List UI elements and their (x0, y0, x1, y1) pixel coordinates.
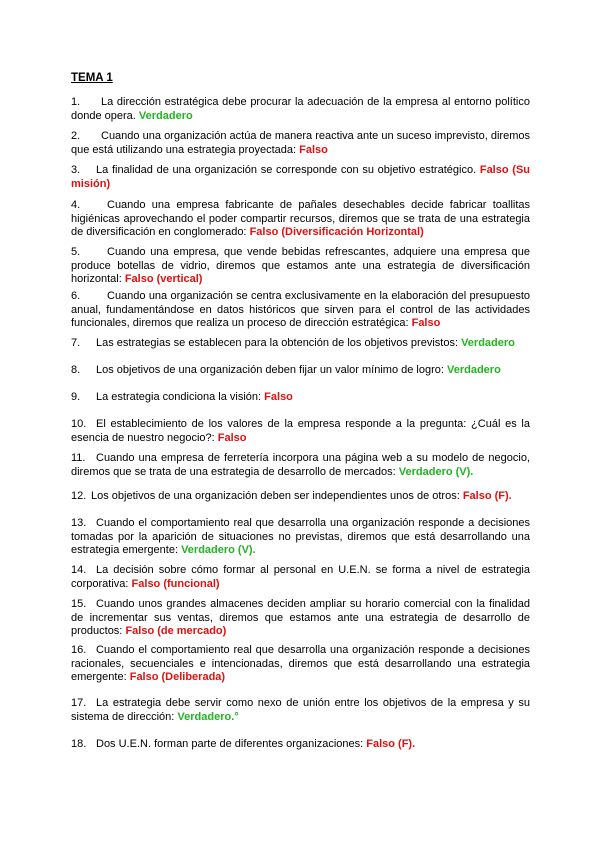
answer: Falso (de mercado) (125, 625, 227, 638)
answer: Verdadero (V). (398, 465, 474, 478)
question-number: 15. (71, 598, 87, 610)
question-number: 1. (71, 96, 81, 108)
answer: Falso (funcional) (131, 577, 220, 590)
answer: Falso (299, 143, 328, 156)
answer: Verdadero (V). (181, 544, 256, 557)
question-16 (71, 644, 530, 685)
answer: Falso (217, 431, 247, 444)
question-number: 2. (71, 130, 81, 142)
question-text: Cuando el comportamiento real que desarrolla una organización responde a decisiones racionales, secuenciales e intencionadas, diremos que está desarrollando una estrategia emergente: (71, 644, 530, 684)
question-number: 6. (71, 290, 81, 302)
answer: Falso (Deliberada) (129, 671, 226, 684)
question-3 (71, 164, 530, 191)
question-number: 7. (71, 337, 81, 349)
question-number: 4. (71, 199, 81, 211)
question-10 (71, 418, 530, 445)
answer: Verdadero (447, 364, 501, 376)
question-number: 3. (71, 164, 81, 176)
question-text: Los objetivos de una organización deben fijar un valor mínimo de logro: (96, 364, 444, 376)
answer: Falso (F). (366, 738, 416, 750)
question-number: 17. (71, 697, 87, 709)
answer: Falso (Diversificación Horizontal) (249, 226, 424, 239)
question-2 (71, 130, 530, 157)
question-text: Cuando el comportamiento real que desarrolla una organización responde a decisiones tomadas por la aparición de situaciones no previstas, diremos que está desarrollando una estrategia emergente: (71, 517, 530, 557)
question-15 (71, 598, 530, 639)
question-text: La decisión sobre cómo formar al personal en U.E.N. se forma a nivel de estrategia corporativa: (71, 564, 530, 590)
answer: Verdadero.° (177, 710, 239, 723)
question-number: 18. (71, 738, 87, 750)
question-number: 5. (71, 246, 81, 258)
answer: Falso (vertical) (124, 273, 203, 286)
question-number: 11. (71, 452, 86, 464)
question-text: Cuando una empresa de ferretería incorpora una página web a su modelo de negocio, diremos que se trata de una estrategia de desarrollo de mercados: (71, 452, 530, 478)
section-title: TEMA 1 (71, 72, 113, 84)
question-7 (71, 337, 530, 351)
question-text: Dos U.E.N. forman parte de diferentes organizaciones: (96, 738, 364, 750)
question-text: La estrategia debe servir como nexo de unión entre los objetivos de la empresa y su sistema de dirección: (71, 697, 530, 723)
answer: Falso (F). (462, 490, 512, 502)
question-text: La estrategia condiciona la visión: (96, 391, 262, 403)
question-text: El establecimiento de los valores de la empresa responde a la pregunta: ¿Cuál es la esencia de nuestro negocio?: (71, 418, 530, 444)
question-text: Las estrategias se establecen para la obtención de los objetivos previstos: (96, 337, 458, 349)
question-6 (71, 290, 530, 331)
question-1 (71, 96, 530, 123)
question-12 (71, 490, 530, 504)
question-4 (71, 199, 530, 240)
question-18 (71, 738, 530, 752)
question-text: La finalidad de una organización se corresponde con su objetivo estratégico. (96, 164, 477, 176)
question-14 (71, 564, 530, 591)
question-text: Cuando una empresa fabricante de pañales desechables decide fabricar toallitas higiénicas aprovechando el poder compartir recursos, diremos que se trata de una estrategia de diversificación en conglomerado: (71, 199, 530, 239)
answer: Verdadero (138, 109, 193, 122)
answer: Falso (264, 391, 293, 403)
question-number: 9. (71, 391, 81, 403)
answer: Falso (411, 317, 441, 330)
question-text: Los objetivos de una organización deben ser independientes unos de otros: (91, 490, 460, 502)
question-number: 13. (71, 517, 87, 529)
question-text: Cuando una organización se centra exclusivamente en la elaboración del presupuesto anual, fundamentándose en datos históricos que sirven para el control de las actividades funcionales, diremos que realiza un proceso de dirección estratégica: (71, 290, 530, 330)
question-number: 14. (71, 564, 87, 576)
question-number: 12. (71, 490, 87, 502)
answer: Verdadero (461, 337, 515, 349)
question-text: Cuando una empresa, que vende bebidas refrescantes, adquiere una empresa que produce botellas de vidrio, diremos que estamos ante una estrategia de diversificación horizontal: (71, 246, 530, 286)
question-17 (71, 697, 530, 724)
question-9 (71, 391, 530, 405)
question-13 (71, 517, 530, 558)
question-text: Cuando unos grandes almacenes deciden ampliar su horario comercial con la finalidad de incrementar sus ventas, diremos que estamos ante una estrategia de desarrollo de productos: (71, 598, 530, 638)
question-8 (71, 364, 530, 378)
question-text: La dirección estratégica debe procurar la adecuación de la empresa al entorno político donde opera. (71, 96, 530, 122)
question-5 (71, 246, 530, 287)
answer: Falso (Su misión) (71, 164, 530, 190)
question-number: 10. (71, 418, 87, 430)
question-number: 16. (71, 644, 87, 656)
question-number: 8. (71, 364, 81, 376)
question-text: Cuando una organización actúa de manera reactiva ante un suceso imprevisto, diremos que está utilizando una estrategia proyectada: (71, 130, 530, 156)
question-11 (71, 452, 530, 479)
